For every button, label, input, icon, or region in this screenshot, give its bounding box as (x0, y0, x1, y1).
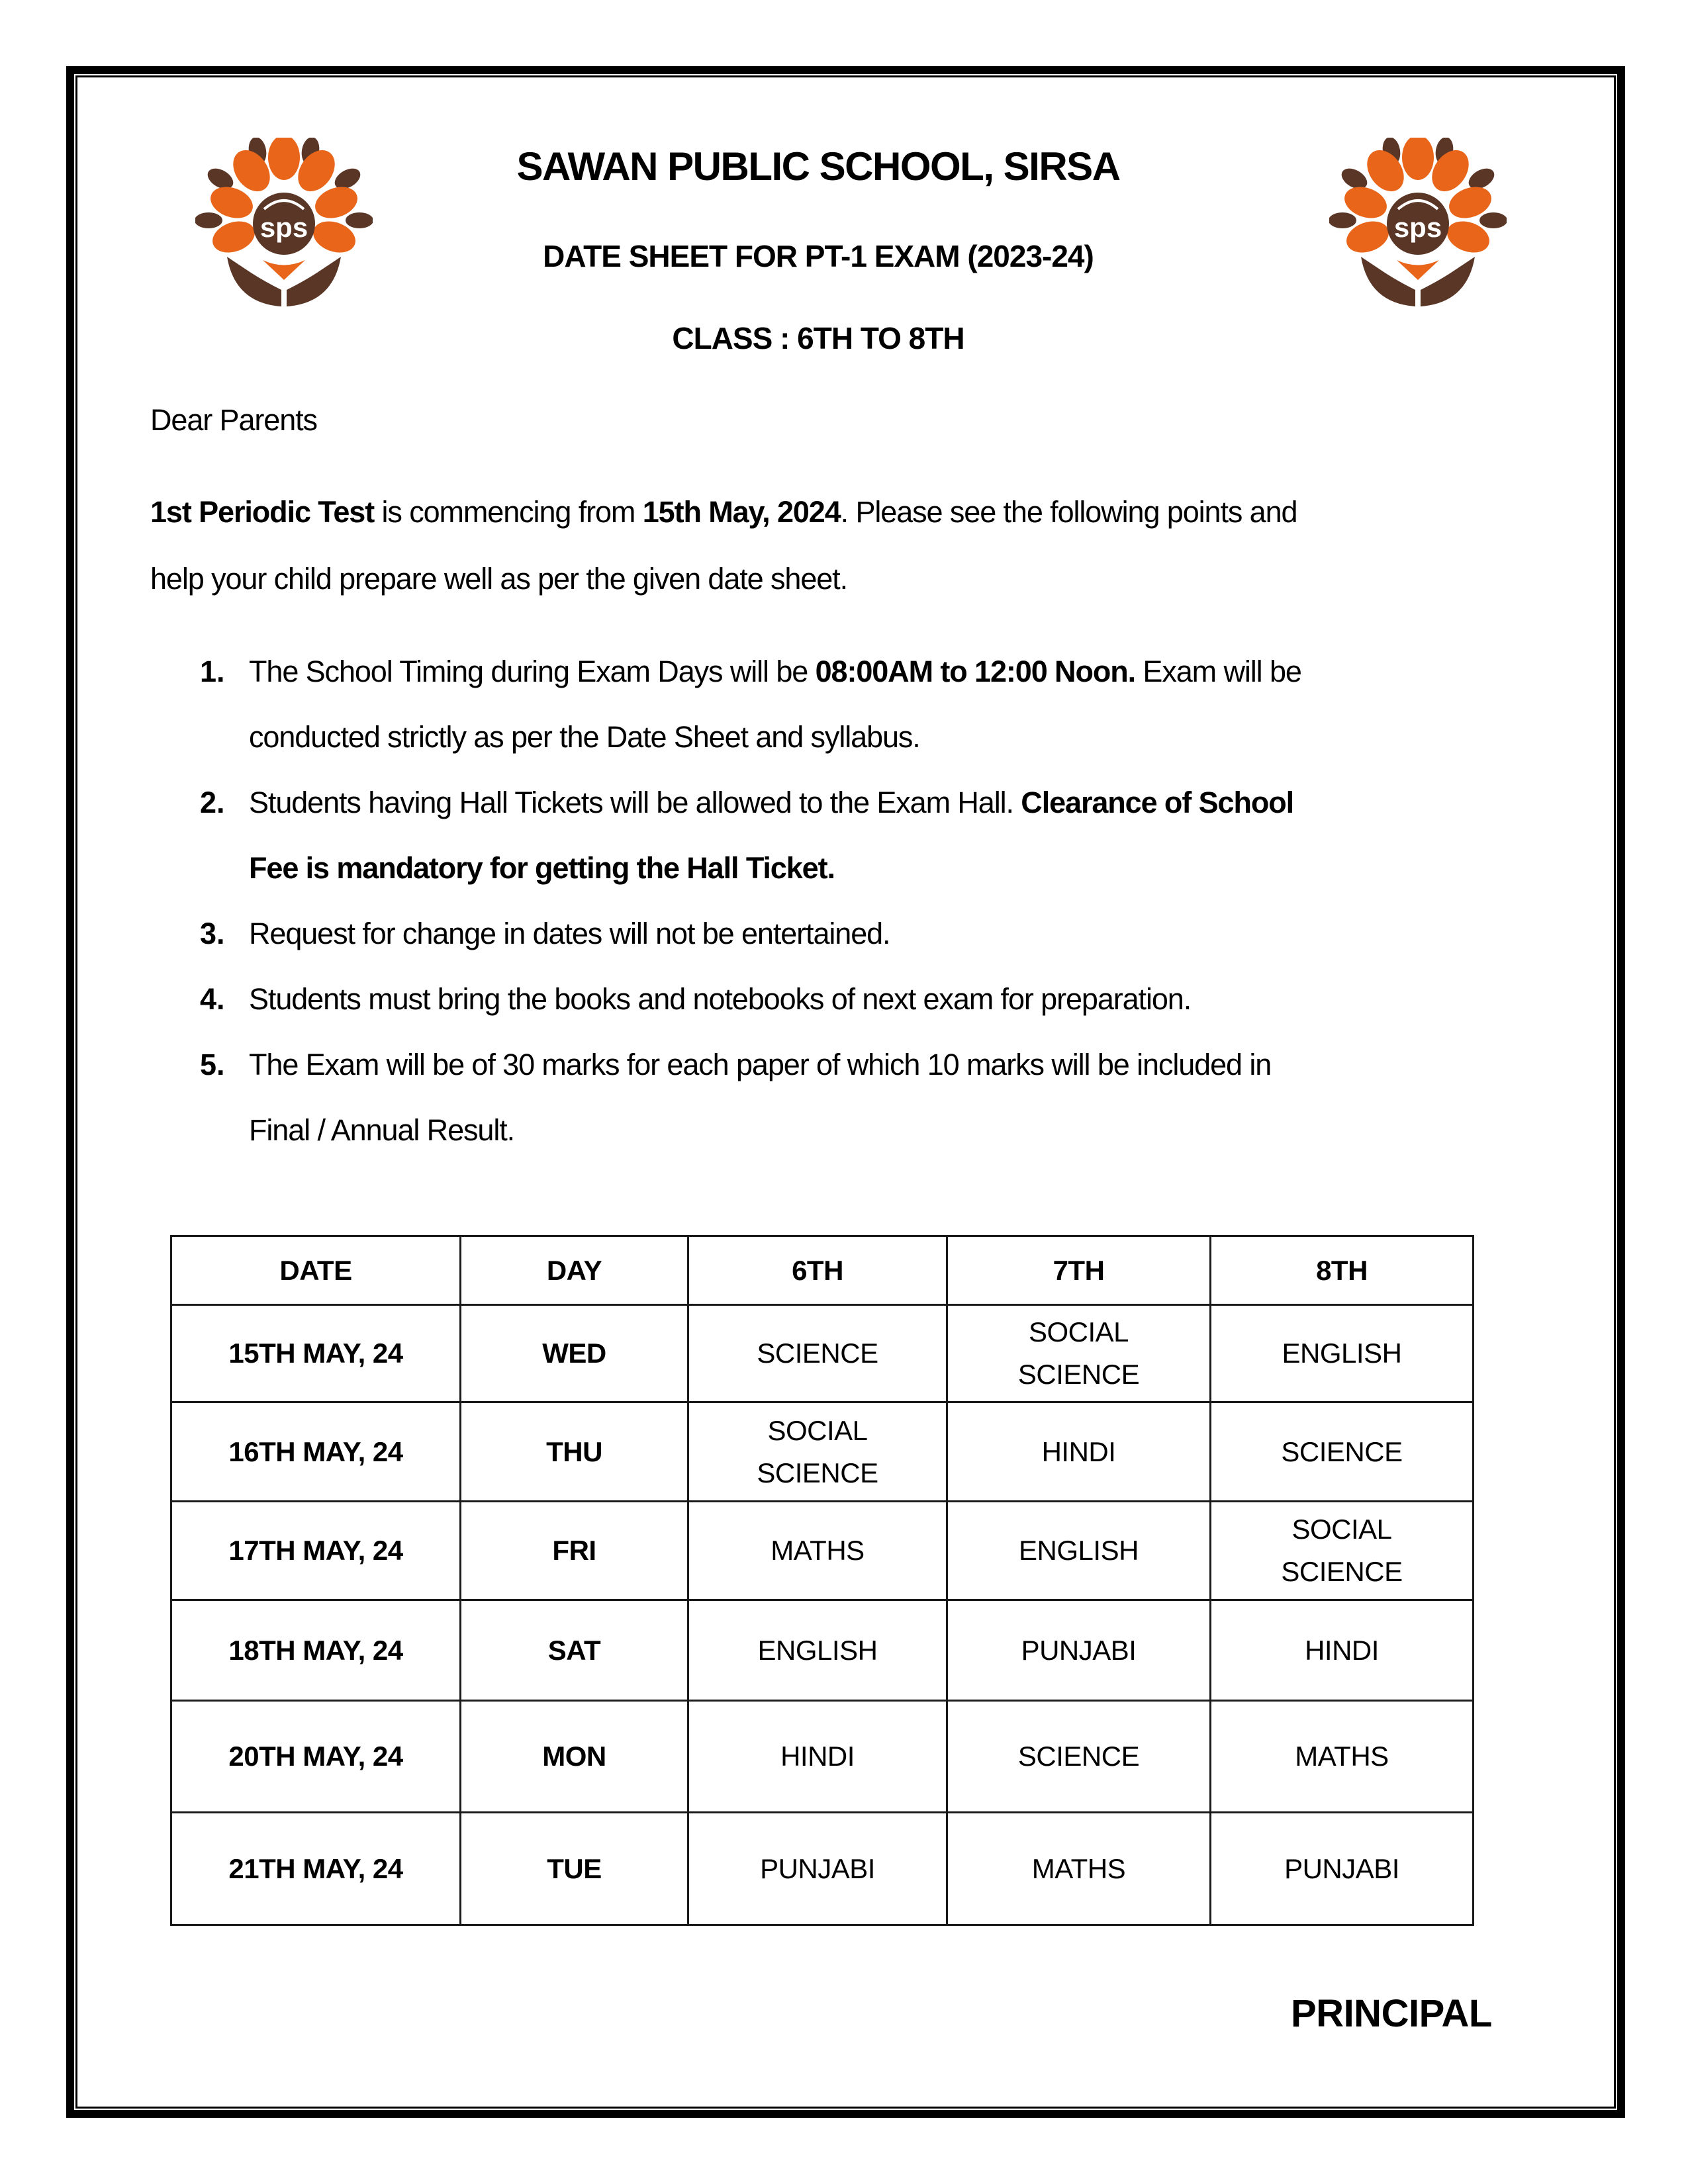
list-text: The School Timing during Exam Days will be (249, 655, 816, 688)
exam-date: 20TH MAY, 24 (171, 1701, 461, 1813)
list-item-1-line-1 (249, 657, 1301, 686)
fee-clearance-note: Clearance of School (1021, 786, 1294, 819)
subject-8th (1211, 1701, 1474, 1813)
school-name: SAWAN PUBLIC SCHOOL, SIRSA (516, 144, 1120, 189)
subject-text: HINDI (1041, 1435, 1116, 1467)
subject-6th (688, 1600, 947, 1701)
subject-text: MATHS (771, 1535, 865, 1566)
exam-day: TUE (461, 1813, 688, 1925)
column-header-date: DATE (171, 1236, 461, 1305)
subject-text: ENGLISH (1282, 1338, 1402, 1369)
list-text: The Exam will be of 30 marks for each paper of which 10 marks will be included in (249, 1048, 1272, 1081)
subject-text: MATHS (1031, 1852, 1126, 1884)
subject-7th (947, 1600, 1211, 1701)
exam-day: WED (461, 1305, 688, 1402)
list-item-1-line-2 (249, 722, 920, 752)
subject-6th (688, 1305, 947, 1402)
subject-text: PUNJABI (760, 1852, 875, 1884)
list-item-2-line-1 (249, 788, 1293, 817)
subject-text: SCIENCE (757, 1457, 878, 1488)
list-number: 2. (200, 786, 225, 819)
subject-6th (688, 1402, 947, 1502)
subject-text: PUNJABI (1284, 1852, 1399, 1884)
exam-day: SAT (461, 1600, 688, 1701)
list-number: 1. (200, 655, 225, 688)
subject-text: PUNJABI (1021, 1634, 1137, 1666)
list-text: Exam will be (1135, 655, 1301, 688)
list-item-4-line-1 (249, 984, 1191, 1014)
table-row (171, 1305, 1474, 1402)
exam-date: 16TH MAY, 24 (171, 1402, 461, 1502)
list-number: 5. (200, 1048, 225, 1081)
list-text: Request for change in dates will not be entertained. (249, 917, 890, 950)
subject-text: SOCIAL (767, 1414, 868, 1446)
subject-7th (947, 1701, 1211, 1813)
subject-text: SCIENCE (1017, 1741, 1140, 1772)
list-text: Final / Annual Result. (249, 1113, 515, 1147)
subject-6th (688, 1502, 947, 1600)
subject-7th (947, 1402, 1211, 1502)
subject-text: SCIENCE (1281, 1556, 1403, 1587)
exam-timing: 08:00AM to 12:00 Noon. (815, 655, 1136, 688)
document-subtitle: DATE SHEET FOR PT-1 EXAM (2023-24) (543, 239, 1094, 273)
subject-8th (1211, 1813, 1474, 1925)
table-row (171, 1502, 1474, 1600)
exam-date: 15TH MAY, 24 (171, 1305, 461, 1402)
column-header-8th: 8TH (1211, 1236, 1474, 1305)
principal-signature: PRINCIPAL (1291, 1992, 1492, 2035)
exam-day: FRI (461, 1502, 688, 1600)
subject-text: MATHS (1295, 1741, 1389, 1772)
subject-7th (947, 1502, 1211, 1600)
column-header-day: DAY (461, 1236, 688, 1305)
list-number: 3. (200, 917, 225, 950)
class-range: CLASS : 6TH TO 8TH (672, 321, 964, 355)
table-row (171, 1813, 1474, 1925)
list-item-2-line-2 (249, 853, 835, 883)
intro-line-2: help your child prepare well as per the given date sheet. (150, 562, 847, 596)
subject-text: ENGLISH (757, 1634, 878, 1666)
svg-text:sps: sps (1393, 212, 1442, 243)
subject-6th (688, 1701, 947, 1813)
list-item-5-line-2 (249, 1115, 514, 1145)
exam-day: MON (461, 1701, 688, 1813)
subject-7th (947, 1305, 1211, 1402)
salutation: Dear Parents (150, 403, 317, 437)
subject-text: SOCIAL (1028, 1316, 1129, 1347)
intro-line-1 (150, 497, 1297, 527)
list-text: conducted strictly as per the Date Sheet and syllabus. (249, 720, 920, 754)
list-text: Students having Hall Tickets will be allowed to the Exam Hall. (249, 786, 1021, 819)
exam-date: 18TH MAY, 24 (171, 1600, 461, 1701)
subject-text: SCIENCE (1017, 1359, 1140, 1390)
intro-start-date: 15th May, 2024 (642, 495, 841, 529)
exam-day: THU (461, 1402, 688, 1502)
column-header-7th: 7TH (947, 1236, 1211, 1305)
list-item-5-line-1 (249, 1050, 1271, 1079)
table-header-row (171, 1236, 1474, 1305)
table-row (171, 1600, 1474, 1701)
fee-clearance-note: Fee is mandatory for getting the Hall Ticket. (249, 851, 835, 885)
subject-8th (1211, 1502, 1474, 1600)
subject-8th (1211, 1402, 1474, 1502)
svg-text:sps: sps (259, 212, 308, 243)
subject-7th (947, 1813, 1211, 1925)
list-item-3-line-1 (249, 919, 890, 948)
table-row (171, 1402, 1474, 1502)
subject-6th (688, 1813, 947, 1925)
subject-8th (1211, 1600, 1474, 1701)
list-number: 4. (200, 982, 225, 1016)
table-row (171, 1701, 1474, 1813)
intro-test-name: 1st Periodic Test (150, 495, 375, 529)
subject-text: SOCIAL (1291, 1514, 1392, 1545)
list-text: Students must bring the books and notebooks of next exam for preparation. (249, 982, 1192, 1016)
exam-date: 17TH MAY, 24 (171, 1502, 461, 1600)
column-header-6th: 6TH (688, 1236, 947, 1305)
intro-text: . Please see the following points and (840, 495, 1297, 529)
subject-text: SCIENCE (757, 1338, 878, 1369)
subject-8th (1211, 1305, 1474, 1402)
subject-text: HINDI (1305, 1634, 1379, 1666)
subject-text: SCIENCE (1281, 1435, 1403, 1467)
subject-text: ENGLISH (1019, 1535, 1139, 1566)
exam-date: 21TH MAY, 24 (171, 1813, 461, 1925)
date-sheet-table (170, 1235, 1474, 1926)
intro-text: is commencing from (374, 495, 643, 529)
subject-text: HINDI (780, 1741, 855, 1772)
